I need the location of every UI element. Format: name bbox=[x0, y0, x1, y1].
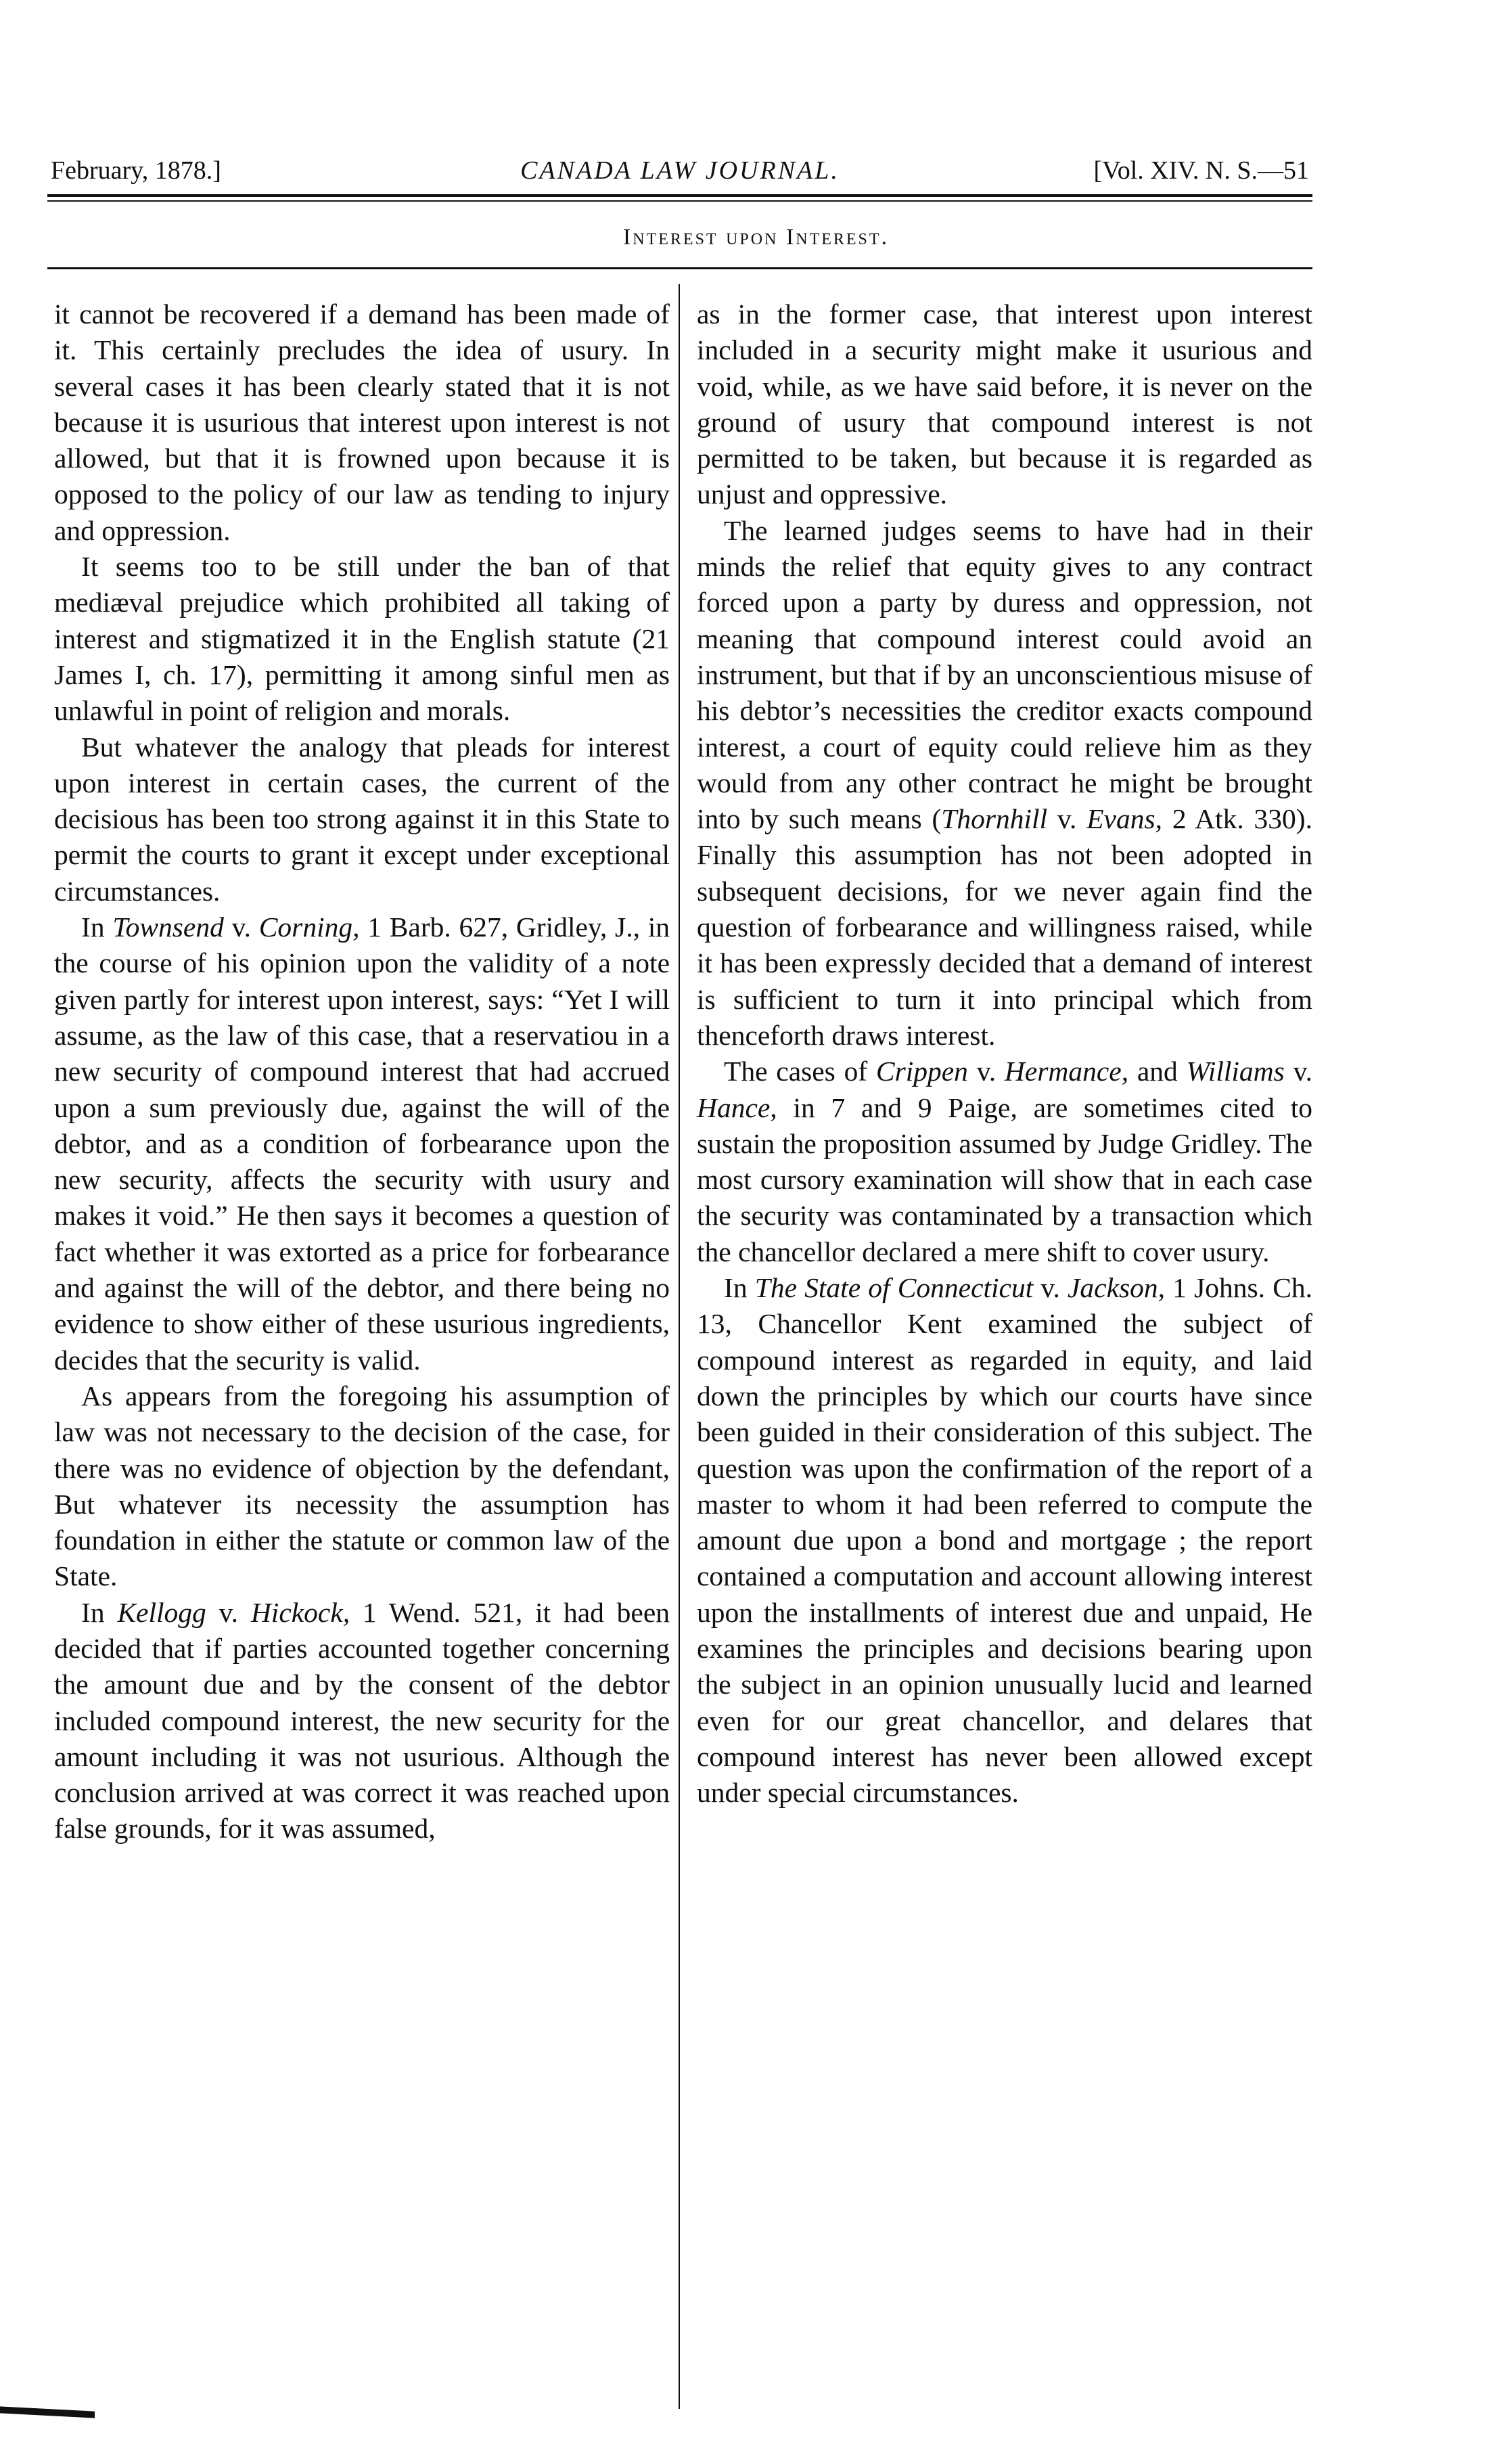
paragraph: As appears from the foregoing his assumption of law was not necessary to the decision of the case, for there was no evidence of objection by the defendant, But whatever its necessity the assumption has foundation in either the statute or common law of the State. bbox=[54, 1380, 670, 1592]
paragraph: It seems too to be still under the ban of that mediæval prejudice which prohibited all taking of interest and stigmatized it in the English statute (21 James I, ch. 17), permitting it among sinful men as unlawful in point of religion and morals. bbox=[54, 551, 670, 727]
paragraph: as in the former case, that interest upon interest included in a security might make it usurious and void, while, as we have said before, it is never on the ground of usury that compound interest is not permitted to be taken, but because it is regarded as unjust and oppressive. bbox=[697, 298, 1312, 510]
case-name: Hermance, bbox=[1004, 1056, 1129, 1087]
case-name: Kellogg bbox=[117, 1596, 206, 1628]
right-column bbox=[697, 296, 1312, 1811]
running-head bbox=[51, 150, 1309, 191]
case-name: Crippen bbox=[875, 1056, 968, 1087]
paragraph: In The State of Connecticut v. Jackson, 1 Johns. Ch. 13, Chancellor Kent examined the subject of compound interest as regarded in equity, and laid down the principles by which our courts have since been guided in their consideration of this subject. The question was upon the confirmation of the report of a master to whom it had been referred to compute the amount due upon a bond and mortgage ; the report contained a computation and account allowing interest upon the installments of interest due and unpaid, He examines the principles and decisions bearing upon the subject in an opinion unusually lucid and learned even for our great chancellor, and delares that compound interest has never been allowed except under special circumstances. bbox=[697, 1272, 1312, 1809]
case-name: The State of Connecticut bbox=[754, 1272, 1034, 1304]
column-divider bbox=[679, 284, 680, 2409]
case-name: Thornhill bbox=[941, 803, 1048, 835]
case-name: Hance, bbox=[697, 1091, 777, 1123]
case-name: Corning, bbox=[258, 911, 360, 943]
case-name: Hickock, bbox=[250, 1596, 350, 1628]
section-rule bbox=[47, 267, 1312, 269]
section-title: Interest upon Interest. bbox=[622, 225, 890, 250]
header-rule-thin bbox=[47, 200, 1312, 202]
paragraph: In Kellogg v. Hickock, 1 Wend. 521, it had been decided that if parties accounted together concerning the amount due and by the consent of the debtor included compound interest, the new security for the amount including it was not usurious. Although the conclusion arrived at was correct it was reached upon false grounds, for it was assumed, bbox=[54, 1596, 670, 1845]
case-name: Townsend bbox=[112, 911, 224, 943]
paragraph: But whatever the analogy that pleads for interest upon interest in certain cases, the current of the decisious has been too strong against it in this State to permit the courts to grant it except under exceptional circumstances. bbox=[54, 731, 670, 907]
header-rule-thick bbox=[47, 194, 1312, 197]
left-column bbox=[54, 296, 670, 1847]
page-edge-mark bbox=[0, 2406, 95, 2418]
case-name: Jackson, bbox=[1068, 1272, 1166, 1304]
case-name: Evans, bbox=[1086, 803, 1162, 835]
paragraph: The learned judges seems to have had in their minds the relief that equity gives to any contract forced upon a party by duress and oppression, not meaning that compound interest could avoid an instrument, but that if by an unconscientious misuse of his debtor’s necessities the creditor exacts compound interest, a court of equity could relieve him as they would from any other contract he might be brought into by such means (Thornhill v. Evans, 2 Atk. 330). Finally this assumption has not been adopted in subsequent decisions, for we never again find the question of forbearance and willingness raised, while it has been expressly decided that a demand of interest is sufficient to turn it into principal which from thenceforth draws interest. bbox=[697, 514, 1313, 1051]
paragraph: In Townsend v. Corning, 1 Barb. 627, Gridley, J., in the course of his opinion upon the validity of a note given partly for interest upon interest, says: “Yet I will assume, as the law of this case, that a reservatiou in a new security of compound interest that had accrued upon a sum previously due, against the will of the debtor, and as a condition of forbearance upon the new security, affects the security with usury and makes it void.” He then says it becomes a question of fact whether it was extorted as a price for forbearance and against the will of the debtor, and there being no evidence to show either of these usurious ingredients, decides that the security is valid. bbox=[54, 911, 670, 1376]
case-name: Williams bbox=[1186, 1056, 1285, 1087]
header-journal-title: CANADA LAW JOURNAL. bbox=[520, 156, 840, 185]
header-date: February, 1878.] bbox=[51, 156, 221, 185]
paragraph: it cannot be recovered if a demand has been made of it. This certainly precludes the idea of usury. In several cases it has been clearly stated that it is not because it is usurious that interest upon interest is not allowed, but that it is frowned upon because it is opposed to the policy of our law as tending to injury and oppression. bbox=[54, 298, 670, 546]
header-volume: [Vol. XIV. N. S.—51 bbox=[1093, 156, 1309, 185]
paragraph: The cases of Crippen v. Hermance, and Williams v. Hance, in 7 and 9 Paige, are sometimes cited to sustain the proposition assumed by Judge Gridley. The most cursory examination will show that in each case the security was contaminated by a transaction which the chancellor declared a mere shift to cover usury. bbox=[697, 1056, 1312, 1267]
